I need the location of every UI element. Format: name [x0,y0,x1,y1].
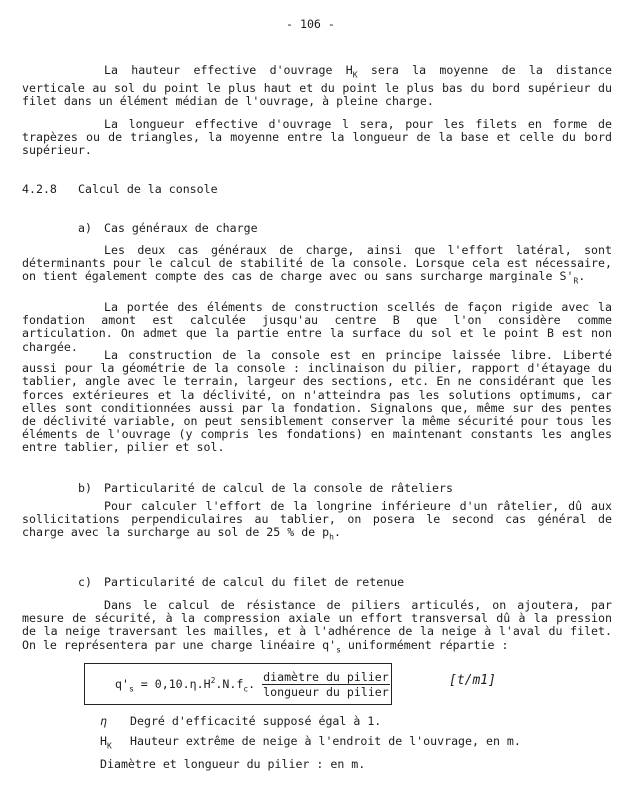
formula: $q'_s = 0,10.\eta.H^2.N.f_c$. $\frac{\text{diamètre du pilier}}{\text{longueur du pilier}}$ [115,670,389,699]
subsection-b-heading: b) Particularité de calcul de la console de râteliers [78,481,454,495]
intro-paragraph-height: La hauteur effective d'ouvrage $H_K$ sera la moyenne de la distance verticale au sol du point le plus haut et du point le plus bas du bord supérieur du filet dans un élément médian de l'ouvrage, à pleine charge. [22,63,612,108]
legend-item-eta: η Degré d'efficacité supposé égal à 1. [100,714,382,728]
section-title: Calcul de la console [78,182,218,196]
legend-item-hk: $H_K$ Hauteur extrême de neige à l'endroit de l'ouvrage, en m. [100,734,521,751]
paragraph-a1: Les deux cas généraux de charge, ainsi que l'effort latéral, sont déterminants pour le calcul de stabilité de la console. Lorsque cela est nécessaire, on tient également compte des cas de charge avec ou sans surcharge marginale $S'_R$. [22,243,612,286]
paragraph-c1: Dans le calcul de résistance de piliers articulés, on ajoutera, par mesure de sécurité, à la compression axiale un effort transversal dû à la pression de la neige traversant les mailles, et à l'adhérence de la neige à l'aval du filet. On le représentera par une charge linéaire $q'_s$ uniformément répartie : [22,598,612,654]
paragraph-a3: La construction de la console est en principe laissée libre. Liberté aussi pour la géométrie de la console : inclinaison du pilier, rapport d'étayage du tablier, angle avec le terrain, largeur des sections, etc. En ne considérant que les forces extérieures et la déclivité, on n'atteindra pas les solutions optimums, car elles sont conditionnées aussi par la fondation. Signalons que, même sur des pentes de déclivité variable, on peut sensiblement conserver la même sécurité pour tous les éléments de l'ouvrage (y compris les fondations) en maintenant constants les angles entre tablier, pilier et sol. [22,348,612,455]
paragraph-a2: La portée des éléments de construction scellés de façon rigide avec la fondation amont est calculée jusqu'au centre B que l'on considère comme articulation. On admet que la partie entre la surface du sol et le point B est non chargée. [22,300,612,354]
section-heading [22,183,218,196]
page-number: - 106 - [286,17,335,31]
subsection-c-heading: c) Particularité de calcul du filet de retenue [78,575,405,589]
fraction-numerator: diamètre du pilier [263,670,389,684]
legend-item-dimensions: Diamètre et longueur du pilier : en m. [100,757,366,771]
formula-unit: [t/m1] [449,673,496,688]
formula-fraction [262,670,390,699]
subsection-a-heading: a) Cas généraux de charge [78,221,258,235]
paragraph-b1: Pour calculer l'effort de la longrine inférieure d'un râtelier, dû aux sollicitations perpendiculaires au tablier, on posera le second cas général de charge avec la surcharge au sol de 25 % de $p_h$. [22,499,612,542]
section-number: 4.2.8 [22,182,57,196]
fraction-denominator: longueur du pilier [263,685,389,699]
intro-paragraph-length: La longueur effective d'ouvrage l sera, pour les filets en forme de trapèzes ou de triangles, la moyenne entre la longueur de la base et celle du bord supérieur. [22,117,612,158]
formula-box [84,663,392,705]
